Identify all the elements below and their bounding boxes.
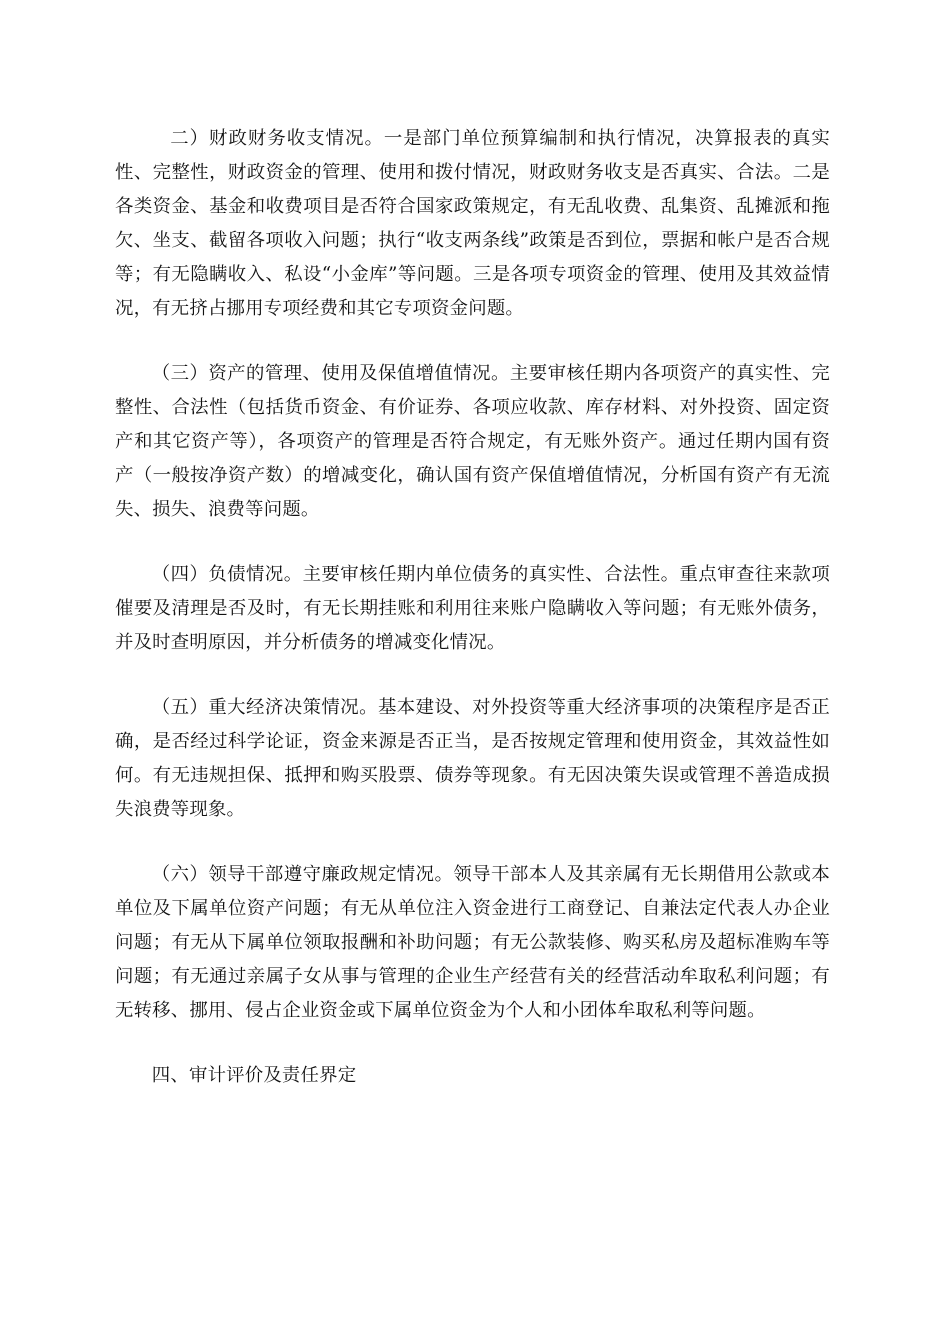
paragraph-asset-management: （三）资产的管理、使用及保值增值情况。主要审核任期内各项资产的真实性、完整性、合法性（包括货币资金、有价证券、各项应收款、库存材料、对外投资、固定资产和其它资产等），各项资产的管理是否符合规定，有无账外资产。通过任期内国有资产（一般按净资产数）的增减变化，确认国有资产保值增值情况，分析国有资产有无流失、损失、浪费等问题。 [115,363,830,520]
paragraph-integrity-compliance: （六）领导干部遵守廉政规定情况。领导干部本人及其亲属有无长期借用公款或本单位及下属单位资产问题；有无从单位注入资金进行工商登记、自兼法定代表人办企业问题；有无从下属单位领取报酬和补助问题；有无公款装修、购买私房及超标准购车等问题；有无通过亲属子女从事与管理的企业生产经营有关的经营活动牟取私利问题；有无转移、挪用、侵占企业资金或下属单位资金为个人和小团体牟取私利等问题。 [115,864,830,1021]
section-heading-audit-evaluation: 四、审计评价及责任界定 [151,1065,357,1086]
paragraph-liabilities: （四）负债情况。主要审核任期内单位债务的真实性、合法性。重点审查往来款项催要及清理是否及时，有无长期挂账和利用往来账户隐瞒收入等问题；有无账外债务，并及时查明原因，并分析债务的增减变化情况。 [115,564,830,653]
paragraph-fiscal-revenue-expenditure: 二）财政财务收支情况。一是部门单位预算编制和执行情况，决算报表的真实性、完整性，财政资金的管理、使用和拨付情况，财政财务收支是否真实、合法。二是各类资金、基金和收费项目是否符合国家政策规定，有无乱收费、乱集资、乱摊派和拖欠、坐支、截留各项收入问题；执行“收支两条线”政策是否到位，票据和帐户是否合规等；有无隐瞒收入、私设“小金库”等问题。三是各项专项资金的管理、使用及其效益情况，有无挤占挪用专项经费和其它专项资金问题。 [115,128,830,319]
paragraph-major-economic-decisions: （五）重大经济决策情况。基本建设、对外投资等重大经济事项的决策程序是否正确，是否经过科学论证，资金来源是否正当，是否按规定管理和使用资金，其效益性如何。有无违规担保、抵押和购买股票、债券等现象。有无因决策失误或管理不善造成损失浪费等现象。 [115,697,830,820]
